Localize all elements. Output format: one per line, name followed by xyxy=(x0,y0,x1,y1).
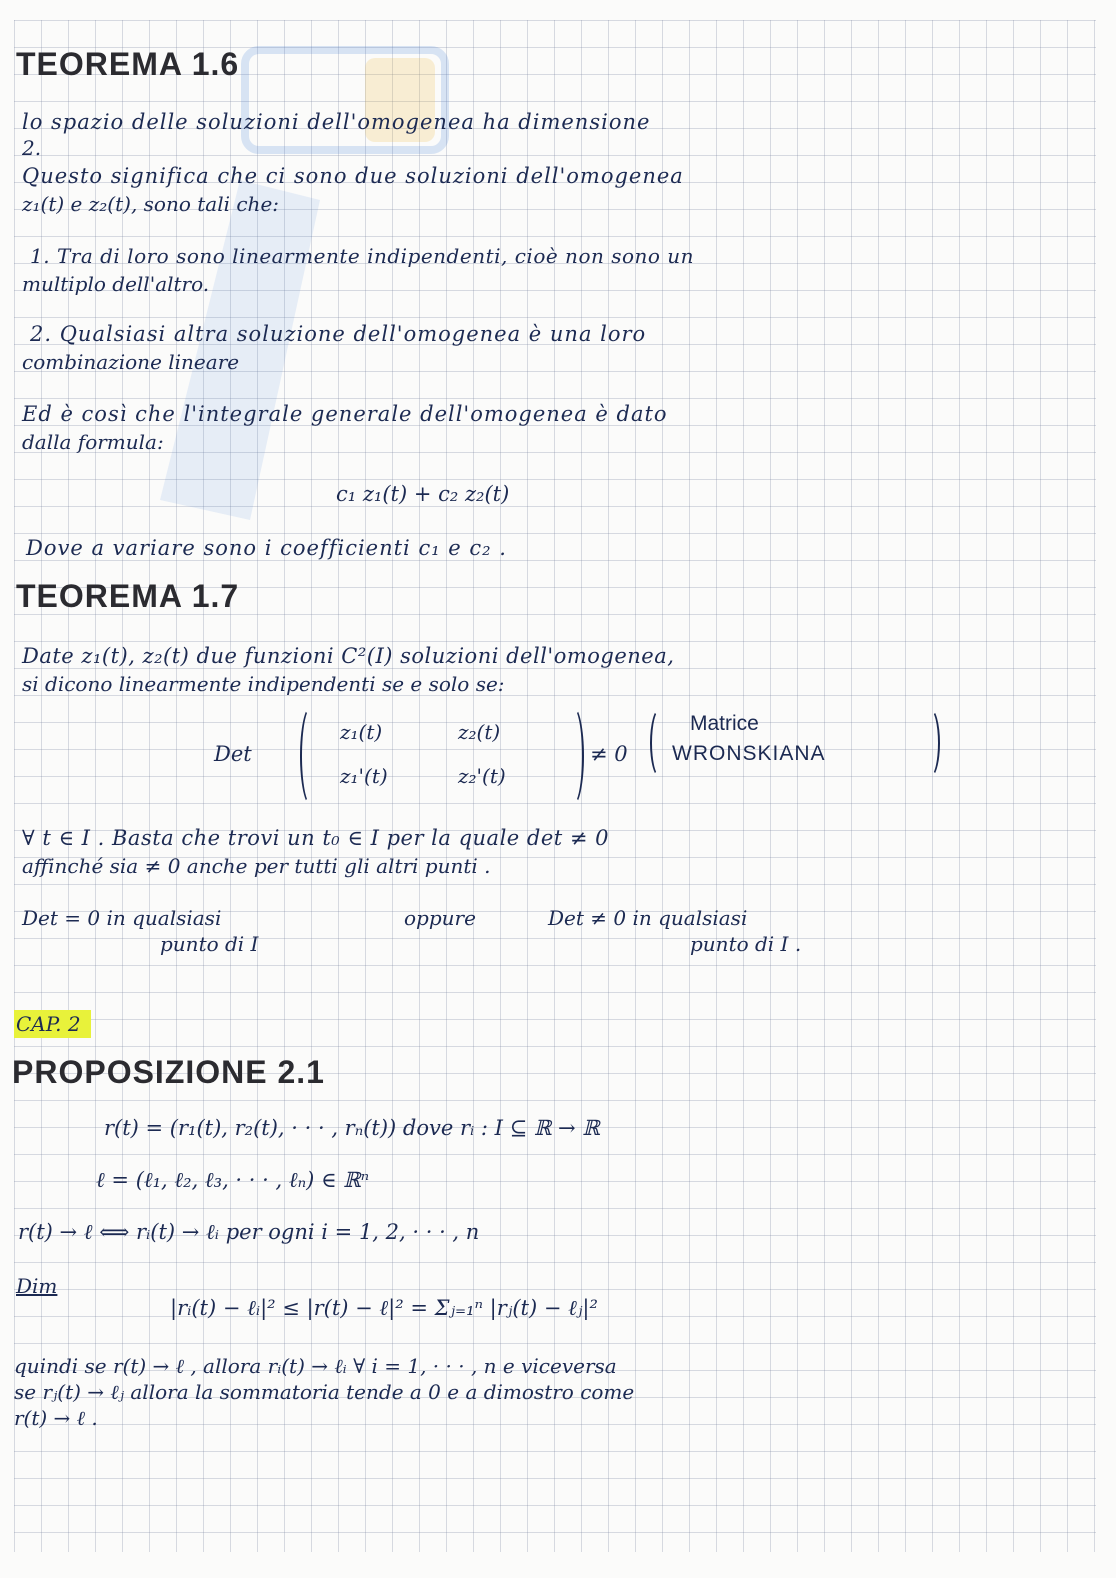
heading-theorem-1-6: TEOREMA 1.6 xyxy=(16,46,240,82)
proof-label: Dim xyxy=(16,1274,58,1298)
text-line: punto di I . xyxy=(690,932,802,956)
page-bottom-margin xyxy=(0,1552,1116,1578)
text-line: 2. Qualsiasi altra soluzione dell'omogenea è una loro xyxy=(30,322,647,346)
text-line: dalla formula: xyxy=(22,430,164,454)
note-left-paren xyxy=(650,708,670,778)
text-line: 2. xyxy=(22,136,42,160)
text-line: si dicono linearmente indipendenti se e solo se: xyxy=(22,672,505,696)
text-line: quindi se r(t) → ℓ , allora rᵢ(t) → ℓᵢ ∀ i = 1, · · · , n e viceversa xyxy=(14,1354,617,1378)
text-line: z₁(t) e z₂(t), sono tali che: xyxy=(22,192,280,216)
text-line: Dove a variare sono i coefficienti c₁ e c₂ . xyxy=(26,536,507,560)
text-line: Det ≠ 0 in qualsiasi xyxy=(548,906,748,930)
wronskian-note xyxy=(650,708,940,774)
heading-theorem-1-7: TEOREMA 1.7 xyxy=(16,578,240,614)
text-line: punto di I xyxy=(160,932,259,956)
text-line: Questo significa che ci sono due soluzioni dell'omogenea xyxy=(22,164,684,188)
heading-proposition-2-1: PROPOSIZIONE 2.1 xyxy=(12,1054,325,1090)
formula-line: ℓ = (ℓ₁, ℓ₂, ℓ₃, · · · , ℓₙ) ∈ ℝⁿ xyxy=(96,1168,370,1192)
matrix-left-paren xyxy=(300,706,322,806)
page-right-margin xyxy=(1096,0,1116,1578)
text-line: multiplo dell'altro. xyxy=(22,272,210,296)
matrix-cell: z₁(t) xyxy=(340,720,383,744)
text-line: 1. Tra di loro sono linearmente indipendenti, cioè non sono un xyxy=(30,244,695,268)
text-line: Det = 0 in qualsiasi xyxy=(22,906,222,930)
text-line: affinché sia ≠ 0 anche per tutti gli altri punti . xyxy=(22,854,491,878)
text-line: Ed è così che l'integrale generale dell'omogenea è dato xyxy=(22,402,668,426)
text-line: combinazione lineare xyxy=(22,350,240,374)
neq-zero: ≠ 0 xyxy=(590,742,628,766)
matrix-cell: z₁'(t) xyxy=(340,764,388,788)
wronskian-note-bottom: WRONSKIANA xyxy=(672,742,826,765)
page-top-margin xyxy=(0,0,1116,20)
wronskian-matrix xyxy=(300,706,584,802)
page-left-margin xyxy=(0,0,14,1578)
text-line: oppure xyxy=(404,906,476,930)
general-integral-formula: c₁ z₁(t) + c₂ z₂(t) xyxy=(336,482,510,506)
chapter-label: CAP. 2 xyxy=(14,1010,91,1038)
note-right-paren xyxy=(920,708,940,778)
matrix-right-paren xyxy=(562,706,584,806)
text-line: ∀ t ∈ I . Basta che trovi un t₀ ∈ I per la quale det ≠ 0 xyxy=(22,826,610,850)
text-line: lo spazio delle soluzioni dell'omogenea ha dimensione xyxy=(22,110,651,134)
formula-line: r(t) = (r₁(t), r₂(t), · · · , rₙ(t)) dove rᵢ : I ⊆ ℝ → ℝ xyxy=(104,1116,600,1140)
text-line: Date z₁(t), z₂(t) due funzioni C²(I) soluzioni dell'omogenea, xyxy=(22,644,675,668)
det-label: Det xyxy=(214,742,252,766)
matrix-cell: z₂'(t) xyxy=(458,764,506,788)
text-line: r(t) → ℓ . xyxy=(14,1406,98,1430)
matrix-cell: z₂(t) xyxy=(458,720,501,744)
watermark-stamp xyxy=(235,40,455,160)
formula-line: r(t) → ℓ ⟺ rᵢ(t) → ℓᵢ per ogni i = 1, 2, · · · , n xyxy=(18,1220,480,1244)
proof-formula: |rᵢ(t) − ℓᵢ|² ≤ |r(t) − ℓ|² = Σⱼ₌₁ⁿ |rⱼ(t) − ℓⱼ|² xyxy=(170,1296,598,1320)
text-line: se rⱼ(t) → ℓⱼ allora la sommatoria tende a 0 e a dimostro come xyxy=(14,1380,635,1404)
wronskian-note-top: Matrice xyxy=(690,712,759,735)
